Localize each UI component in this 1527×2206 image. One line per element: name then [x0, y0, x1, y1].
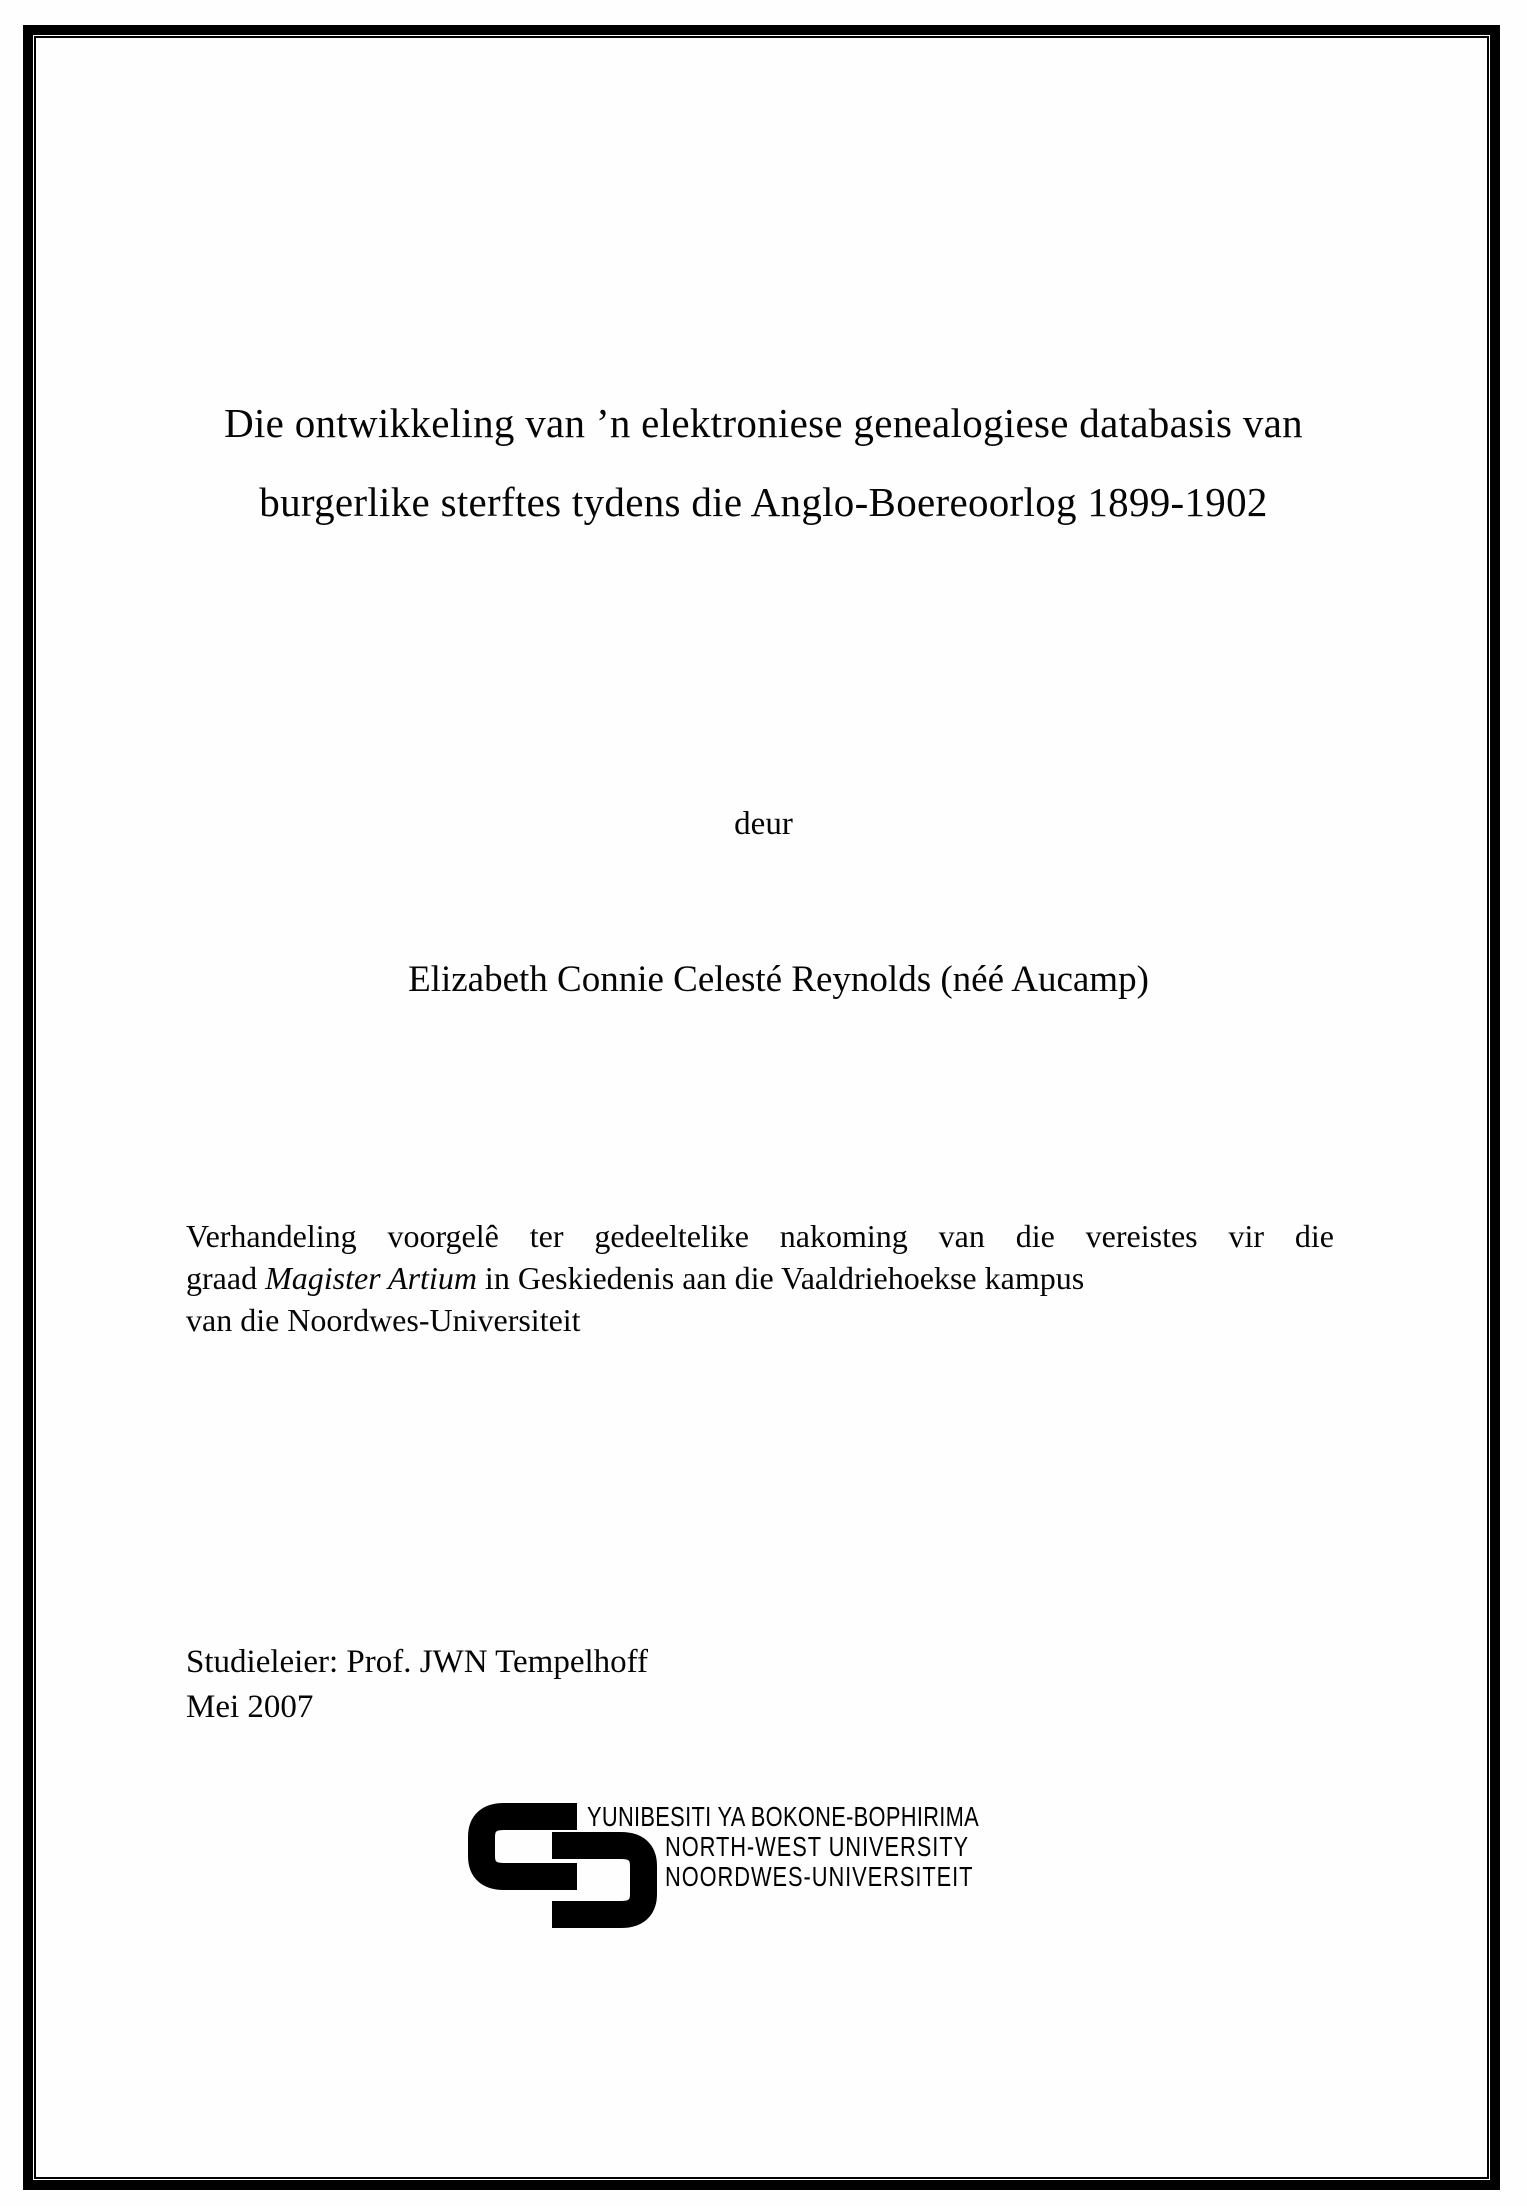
- university-name-setswana: YUNIBESITI YA BOKONE-BOPHIRIMA: [587, 1801, 980, 1832]
- date-line: Mei 2007: [186, 1689, 314, 1725]
- university-names: [587, 1802, 979, 1892]
- supervisor-line: Studieleier: Prof. JWN Tempelhoff: [186, 1644, 649, 1680]
- author-name: Elizabeth Connie Celesté Reynolds (néé Aucamp): [408, 959, 1149, 1000]
- byline-deur: deur: [734, 806, 793, 842]
- degree-statement-line3: van die Noordwes-Universiteit: [186, 1302, 581, 1338]
- university-logo-block: [468, 1798, 1108, 1938]
- thesis-title-line2: burgerlike sterftes tydens die Anglo-Boereoorlog 1899-1902: [259, 479, 1268, 525]
- degree-name-italic: Magister Artium: [265, 1260, 477, 1296]
- thesis-title-line1: Die ontwikkeling van ’n elektroniese genealogiese databasis van: [224, 400, 1303, 446]
- degree-statement-line2-prefix: graad: [186, 1260, 266, 1296]
- degree-statement-line2-suffix: in Geskiedenis aan die Vaaldriehoekse kampus: [476, 1260, 1085, 1296]
- university-name-english: NORTH-WEST UNIVERSITY: [665, 1831, 970, 1862]
- degree-statement: [186, 1215, 1334, 1341]
- supervisor-block: [186, 1640, 648, 1730]
- university-name-afrikaans: NOORDWES-UNIVERSITEIT: [665, 1861, 974, 1892]
- degree-statement-line1: Verhandeling voorgelê ter gedeeltelike nakoming van die vereistes vir die: [186, 1218, 1334, 1254]
- thesis-title: [90, 384, 1437, 542]
- degree-statement-line2: [186, 1257, 1334, 1299]
